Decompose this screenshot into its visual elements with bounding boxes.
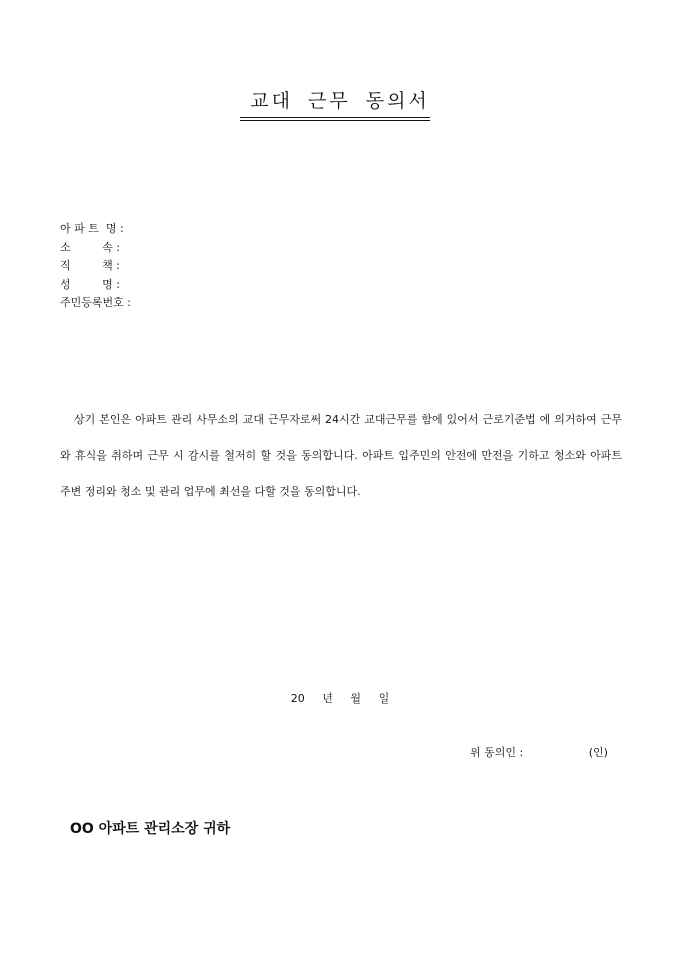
field-affiliation: 소 속 : bbox=[60, 240, 120, 254]
date-year-prefix: 20 bbox=[290, 692, 305, 705]
field-apartment-name: 아 파 트 명 : bbox=[60, 222, 124, 235]
recipient-line: OO 아파트 관리소장 귀하 bbox=[70, 821, 231, 837]
title-underline-top bbox=[240, 117, 430, 118]
date-year-unit: 년 bbox=[322, 692, 333, 705]
info-fields bbox=[60, 220, 131, 313]
seal-mark: (인) bbox=[588, 746, 608, 759]
field-name: 성 명 : bbox=[60, 277, 120, 291]
consent-body: 상기 본인은 아파트 관리 사무소의 교대 근무자로써 24시간 교대근무를 함에 있어서 근로기준법 에 의거하여 근무와 휴식을 취하며 근무 시 감시를 철저히 할 것을 동의합니다. 아파트 입주민의 안전에 만전을 기하고 청소와 아파트 주변 정리와 청소 및 관리 업무에 최선을 다할 것을 동의합니다. bbox=[60, 413, 622, 498]
date-day-unit: 일 bbox=[378, 692, 390, 705]
signature-line bbox=[470, 744, 608, 760]
title-underline-bottom bbox=[240, 120, 430, 121]
document-title: 교대 근무 동의서 bbox=[250, 90, 430, 112]
signature-label: 위 동의인 : bbox=[470, 746, 524, 759]
field-position: 직 책 : bbox=[60, 259, 120, 272]
date-line bbox=[0, 690, 680, 706]
date-month-unit: 월 bbox=[350, 692, 362, 705]
field-resident-number: 주민등록번호 : bbox=[60, 296, 131, 309]
